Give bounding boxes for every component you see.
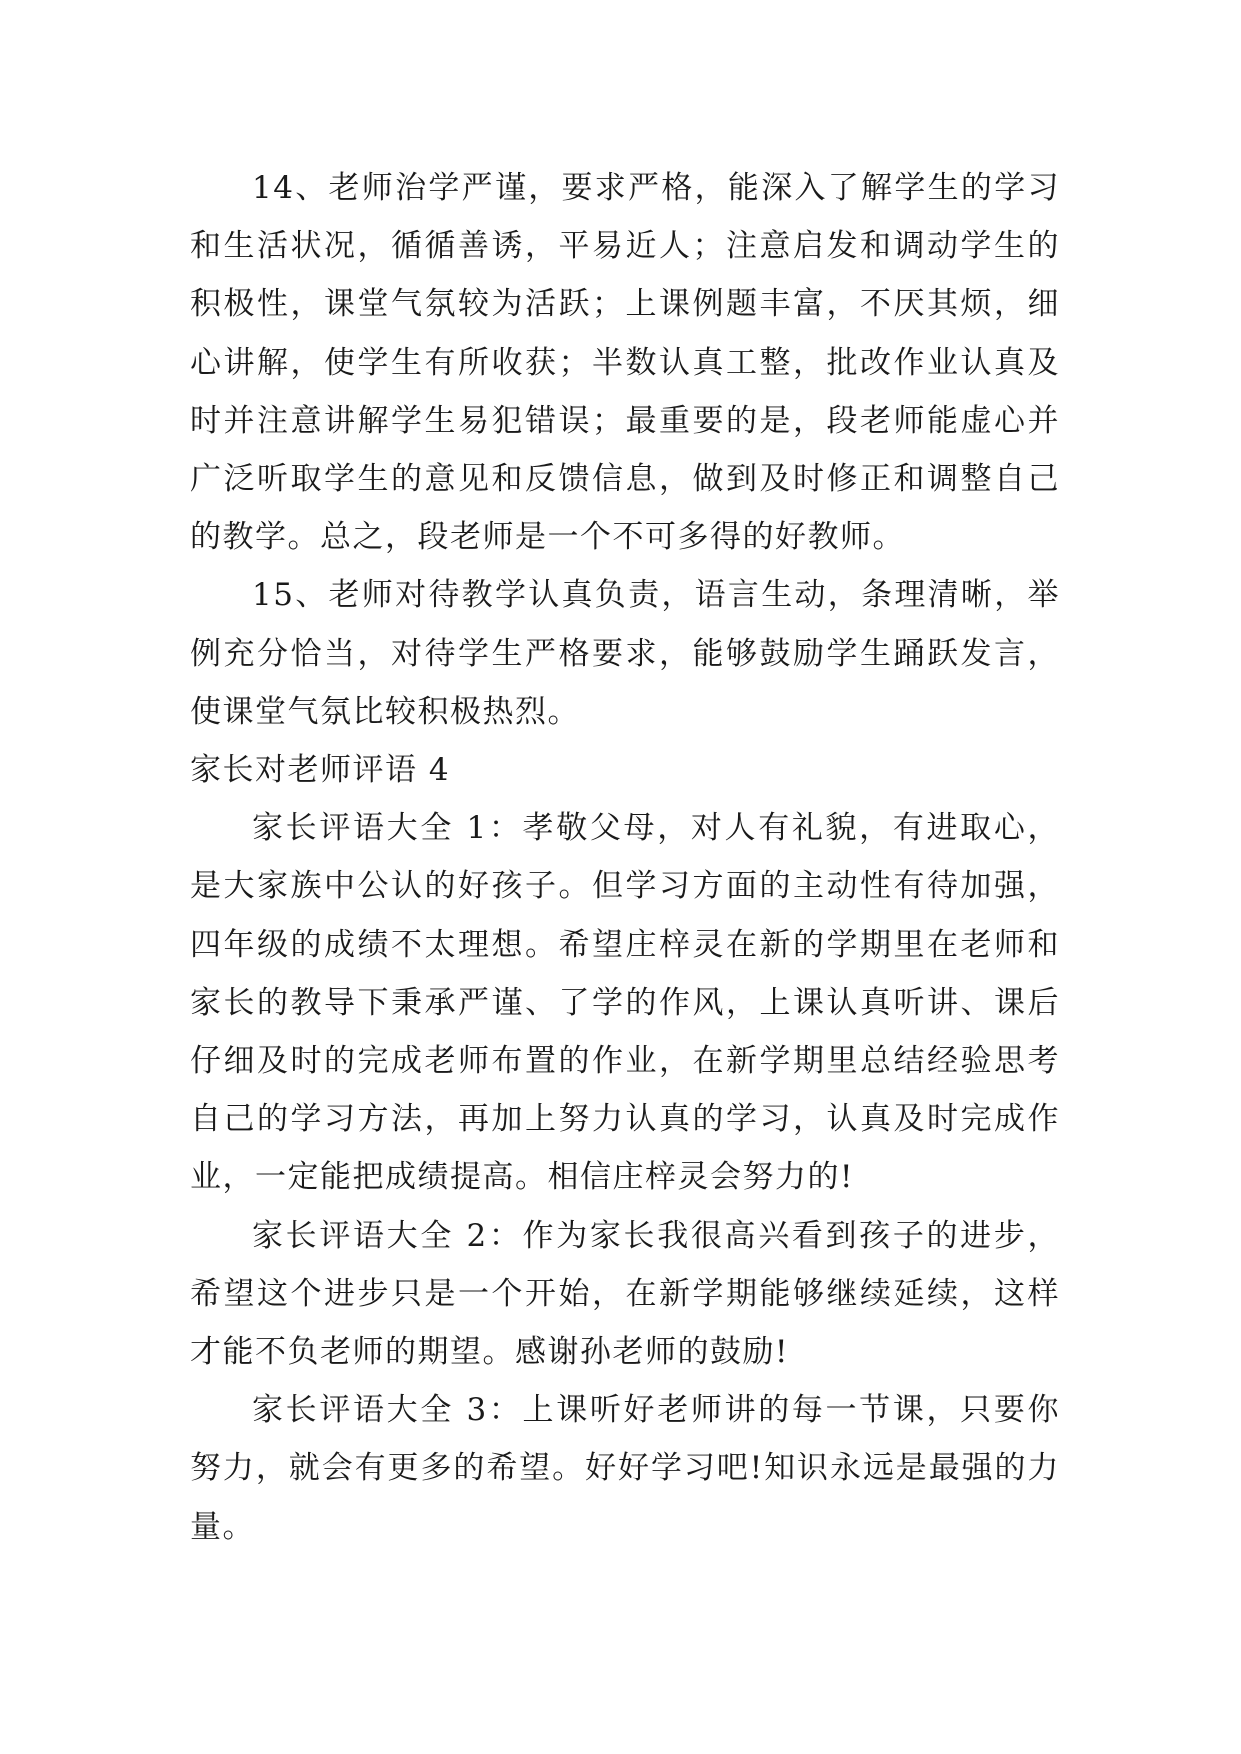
- paragraph-14: 14、老师治学严谨，要求严格，能深入了解学生的学习和生活状况，循循善诱，平易近人；注意启发和调动学生的积极性，课堂气氛较为活跃；上课例题丰富，不厌其烦，细心讲解，使学生有所收获；半数认真工整，批改作业认真及时并注意讲解学生易犯错误；最重要的是，段老师能虚心并广泛听取学生的意见和反馈信息，做到及时修正和调整自己的教学。总之，段老师是一个不可多得的好教师。: [190, 170, 1060, 556]
- section-heading: 家长对老师评语 4: [190, 752, 451, 789]
- paragraph-15: 15、老师对待教学认真负责，语言生动，条理清晰，举例充分恰当，对待学生严格要求，能够鼓励学生踊跃发言，使课堂气氛比较积极热烈。: [190, 577, 1060, 730]
- parent-comment-2: 家长评语大全 2：作为家长我很高兴看到孩子的进步，希望这个进步只是一个开始，在新学期能够继续延续，这样才能不负老师的期望。感谢孙老师的鼓励!: [190, 1217, 1060, 1371]
- parent-comment-1: 家长评语大全 1：孝敬父母，对人有礼貌，有进取心，是大家族中公认的好孩子。但学习方面的主动性有待加强，四年级的成绩不太理想。希望庄梓灵在新的学期里在老师和家长的教导下秉承严谨、了学的作风，上课认真听讲、课后仔细及时的完成老师布置的作业，在新学期里总结经验思考自己的学习方法，再加上努力认真的学习，认真及时完成作业，一定能把成绩提高。相信庄梓灵会努力的!: [190, 810, 1060, 1196]
- parent-comment-3: 家长评语大全 3：上课听好老师讲的每一节课，只要你努力，就会有更多的希望。好好学习吧!知识永远是最强的力量。: [190, 1392, 1060, 1545]
- document-body: [190, 159, 1060, 1556]
